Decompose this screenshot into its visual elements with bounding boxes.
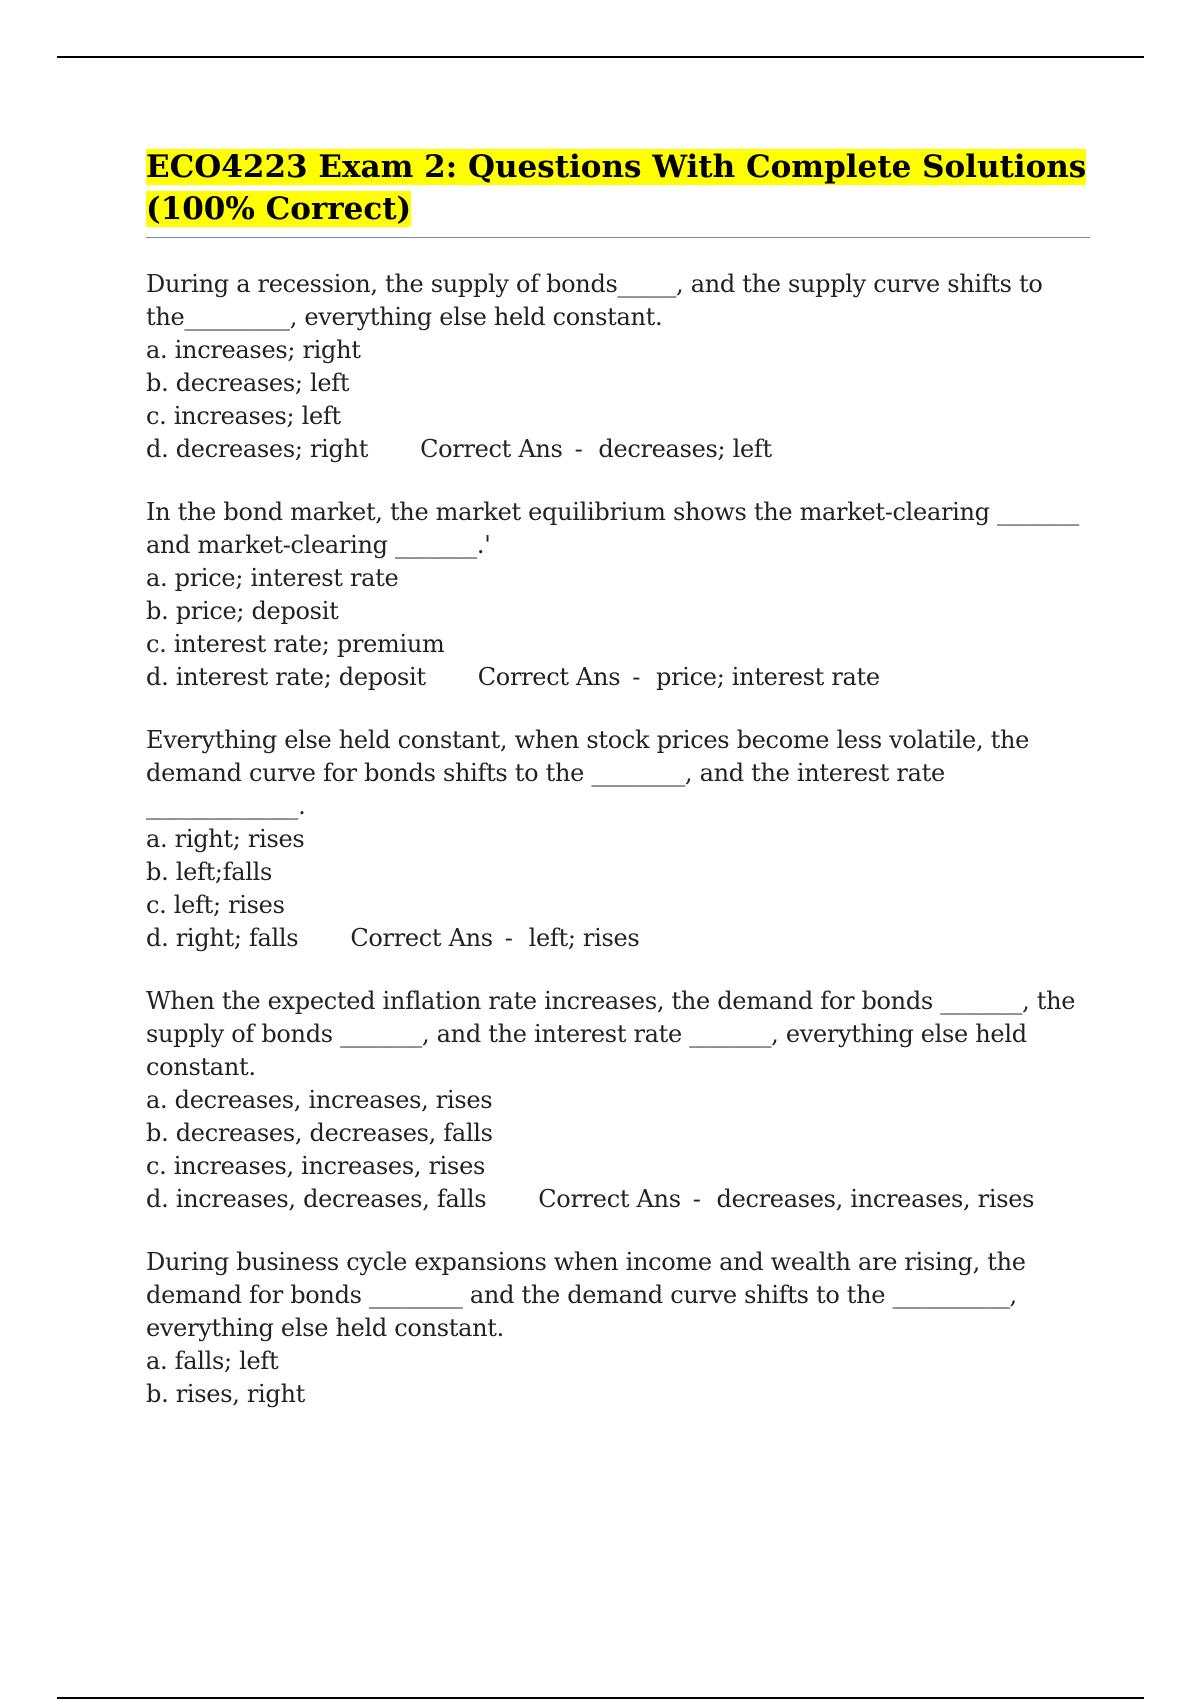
option-b: b. rises, right: [146, 1380, 305, 1408]
option-a: a. increases; right: [146, 336, 361, 364]
correct-answer: decreases; left: [598, 435, 772, 463]
question-line: During a recession, the supply of bonds_____, and the supply curve shifts to: [146, 270, 1043, 298]
question-5: [146, 1246, 1090, 1411]
title-underline: [146, 237, 1090, 238]
option-d-with-answer: [146, 661, 1090, 694]
title-line-2: (100% Correct): [146, 191, 412, 227]
option-d-with-answer: [146, 922, 1090, 955]
question-3: [146, 724, 1090, 955]
question-text: [146, 1246, 1090, 1345]
option-c: c. increases; left: [146, 402, 341, 430]
question-line: and market-clearing _______.': [146, 531, 491, 559]
bottom-rule: [57, 1697, 1144, 1699]
answer-dash: -: [504, 924, 513, 952]
question-line: the_________, everything else held constant.: [146, 303, 663, 331]
title-line-1: ECO4223 Exam 2: Questions With Complete Solutions: [146, 149, 1087, 185]
option-a: a. price; interest rate: [146, 564, 399, 592]
correct-answer: left; rises: [528, 924, 640, 952]
question-1: [146, 268, 1090, 466]
question-line: During business cycle expansions when income and wealth are rising, the: [146, 1248, 1026, 1276]
question-text: [146, 268, 1090, 334]
correct-answer-label: Correct Ans: [350, 924, 493, 952]
option-d: d. interest rate; deposit: [146, 663, 426, 691]
option-b: b. decreases; left: [146, 369, 350, 397]
option-d: d. increases, decreases, falls: [146, 1185, 487, 1213]
question-line: supply of bonds _______, and the interest rate _______, everything else held: [146, 1020, 1027, 1048]
option-b: b. decreases, decreases, falls: [146, 1119, 493, 1147]
option-d: d. decreases; right: [146, 435, 369, 463]
option-d-with-answer: [146, 1183, 1090, 1216]
option-c: c. interest rate; premium: [146, 630, 445, 658]
correct-answer-label: Correct Ans: [420, 435, 563, 463]
correct-answer: decreases, increases, rises: [716, 1185, 1035, 1213]
option-d: d. right; falls: [146, 924, 299, 952]
document-title: [146, 146, 1090, 230]
option-a: a. right; rises: [146, 825, 305, 853]
question-line: When the expected inflation rate increases, the demand for bonds _______, the: [146, 987, 1076, 1015]
question-line: everything else held constant.: [146, 1314, 504, 1342]
question-text: [146, 985, 1090, 1084]
option-c: c. left; rises: [146, 891, 285, 919]
answer-dash: -: [574, 435, 583, 463]
question-line: demand for bonds ________ and the demand curve shifts to the __________,: [146, 1281, 1017, 1309]
question-text: [146, 724, 1090, 823]
answer-dash: -: [692, 1185, 701, 1213]
question-line: _____________.: [146, 792, 306, 820]
option-a: a. falls; left: [146, 1347, 279, 1375]
correct-answer: price; interest rate: [656, 663, 880, 691]
top-rule: [57, 56, 1144, 58]
question-line: demand curve for bonds shifts to the ________, and the interest rate: [146, 759, 945, 787]
option-b: b. price; deposit: [146, 597, 339, 625]
question-text: [146, 496, 1090, 562]
correct-answer-label: Correct Ans: [477, 663, 621, 691]
question-2: [146, 496, 1090, 694]
question-line: Everything else held constant, when stock prices become less volatile, the: [146, 726, 1030, 754]
question-4: [146, 985, 1090, 1216]
option-b: b. left;falls: [146, 858, 273, 886]
correct-answer-label: Correct Ans: [538, 1185, 681, 1213]
option-c: c. increases, increases, rises: [146, 1152, 485, 1180]
question-line: constant.: [146, 1053, 256, 1081]
option-d-with-answer: [146, 433, 1090, 466]
question-line: In the bond market, the market equilibrium shows the market-clearing _______: [146, 498, 1079, 526]
answer-dash: -: [632, 663, 641, 691]
question-list: [146, 268, 1090, 1411]
option-a: a. decreases, increases, rises: [146, 1086, 493, 1114]
document-body: [146, 146, 1090, 1411]
